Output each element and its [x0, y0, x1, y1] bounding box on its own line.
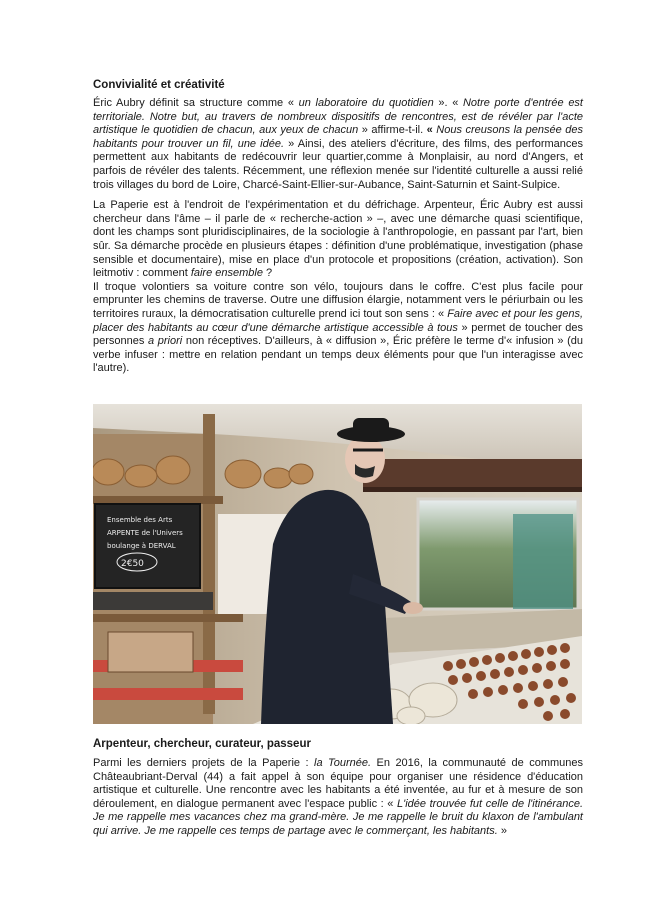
text-run: » permet de toucher des personnes [93, 321, 584, 348]
photo-bakery-van-interior [93, 404, 582, 724]
text-run: ». « [433, 97, 463, 109]
section-heading-conviviality: Convivialité et créativité [93, 79, 225, 91]
text-run: Parmi les derniers projets de la Paperie : [93, 757, 315, 769]
text-run: « [426, 124, 437, 137]
text-run: Éric Aubry définit sa structure comme « [93, 97, 299, 109]
text-run: la Tournée. [314, 757, 372, 769]
paragraph-4 [93, 757, 583, 839]
text-run: faire ensemble [190, 267, 263, 280]
text-run: non réceptives. D'ailleurs, à « diffusion », Éric préfère le terme d'« infusion » (du verbe infuser : mettre en relation pendant un temps deux éléments pour que l'un interagisse avec l'autre). [93, 335, 583, 375]
section-heading-arpenteur: Arpenteur, chercheur, curateur, passeur [93, 738, 311, 750]
text-run: ? [262, 267, 273, 280]
photo-illustration [93, 404, 582, 724]
text-run: a priori [148, 335, 183, 348]
text-run: » Ainsi, des ateliers d'écriture, des films, des performances permettent aux habitants de redécouvrir leur quartier,comme à Monplaisir, au nord d'Angers, et parfois de révéler des talents. Récemment, une réflexion menée sur l'identité culturelle a aussi relié trois villages du bord de Loire, Charcé-Saint-Ellier-sur-Aubance, Saint-Saturnin et Saint-Sulpice. [93, 137, 583, 191]
text-run: Il troque volontiers sa voiture contre son vélo, toujours dans le coffre. C'est plus facile pour emprunter les chemins de traverse. Outre une diffusion élargie, notamment vers le périurbain ou les territoires ruraux, la démocratisation culturelle prend ici tout son sens : « [93, 280, 583, 320]
paragraph-3 [93, 281, 583, 376]
article-section-1 [93, 78, 583, 376]
text-run: un laboratoire du quotidien [298, 97, 434, 109]
chalkboard-line-1: Ensemble des Arts [107, 516, 173, 524]
text-run: » affirme-t-il. [358, 124, 427, 137]
text-run: Faire avec et pour les gens, placer des habitants au cœur d'une démarche artistique accessible à tous [93, 307, 583, 334]
text-run: L'idée trouvée fut celle de l'itinérance. Je me rappelle mes vacances chez ma grand-mère. Je me rappelle le bruit du klaxon de l'ambulant qui arrive. Je me rappelle ces temps de partage avec le commerçant, les habitants. [93, 797, 584, 837]
text-run: La Paperie est à l'endroit de l'expérimentation et du défrichage. Arpenteur, Éric Aubry est aussi chercheur dans l'âme – il parle de « recherche-action » –, avec une démarche quasi scientifique, dont les champs sont pluridisciplinaires, de la sociologie à l'anthropologie, en passant par l'art, bien sûr. Sa démarche procède en plusieurs étapes : définition d'une problématique, investigation (phase sensible et documentaire), mise en place d'un protocole et propositions (création, activation). Son leitmotiv : comment [93, 199, 583, 280]
chalkboard-line-3: boulange à DERVAL [107, 542, 176, 550]
text-run: En 2016, la communauté de communes Châteaubriant-Derval (44) a fait appel à son équipe pour organiser une résidence d'éducation artistique et culturelle. Une rencontre avec les habitants a été inventée, au fur et à mesure de son déroulement, en dialogue permanent avec l'espace public : « [93, 757, 583, 810]
text-run: Nous creusons la pensée des habitants pour trouver un fil, une idée. [93, 124, 583, 150]
chalkboard-price: 2€50 [121, 559, 144, 569]
chalkboard-line-2: ARPENTE de l'Univers [107, 529, 183, 537]
paragraph-2 [93, 199, 583, 281]
text-run: Notre porte d'entrée est territoriale. Notre but, au travers de nombreux dispositifs de rencontres, est de révéler par l'acte artistique le quotidien de chacun, aux yeux de chacun [93, 97, 583, 137]
text-run: » [497, 824, 507, 837]
paragraph-1 [93, 97, 583, 192]
